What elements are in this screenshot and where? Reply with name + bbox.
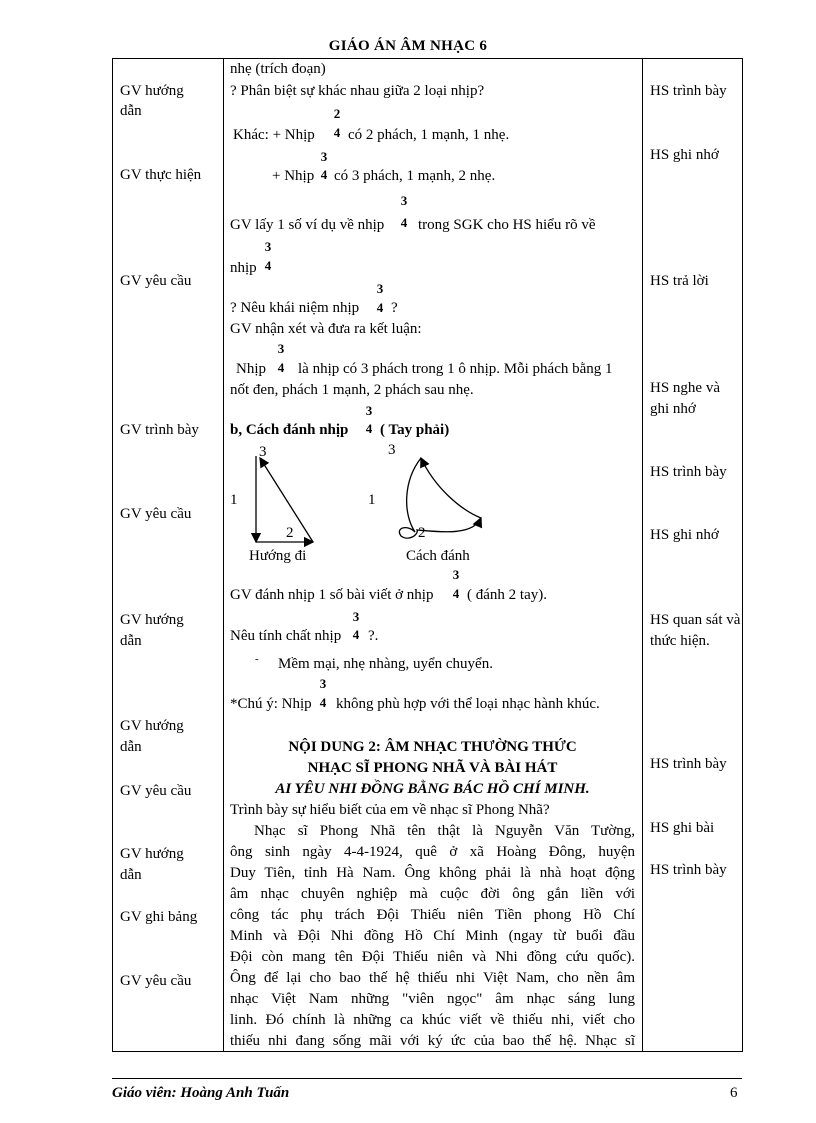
student-activity: HS trình bày — [650, 862, 727, 878]
section-heading: NỘI DUNG 2: ÂM NHẠC THƯỜNG THỨC — [288, 739, 577, 755]
content-line: trong SGK cho HS hiểu rõ về — [418, 217, 596, 233]
paragraph-line: âm nhạc chuyên nghiệp mà cuộc đời ông gắn liền với — [230, 886, 635, 902]
teacher-activity: GV yêu cầu — [120, 273, 192, 289]
time-signature-numerator: 3 — [264, 239, 272, 254]
footer-author: Giáo viên: Hoàng Anh Tuấn — [112, 1085, 290, 1101]
content-line: *Chú ý: Nhịp — [230, 696, 312, 712]
time-signature-denominator: 4 — [277, 360, 285, 375]
time-signature-numerator: 3 — [277, 341, 285, 356]
teacher-activity: GV ghi bảng — [120, 909, 198, 925]
paragraph-line: công tác phụ trách Đội Thiếu niên Tiền phong Hồ Chí — [230, 907, 635, 923]
teacher-activity: GV hướng — [120, 83, 184, 99]
teacher-activity: dẫn — [120, 103, 142, 119]
diagram-beat-label: 1 — [368, 492, 376, 508]
conducting-path — [399, 458, 481, 538]
content-line: nhẹ (trích đoạn) — [230, 61, 326, 77]
student-activity: HS trình bày — [650, 464, 727, 480]
column-divider-right — [642, 58, 643, 1052]
time-signature-denominator: 4 — [319, 695, 327, 710]
time-signature-numerator: 3 — [376, 281, 384, 296]
content-line: có 3 phách, 1 mạnh, 2 nhẹ. — [334, 168, 496, 184]
time-signature-denominator: 4 — [376, 300, 384, 315]
paragraph-line: Minh và Đội Nhi đồng Hồ Chí Minh (ngay từ buổi đầu — [230, 928, 635, 944]
subsection-heading: b, Cách đánh nhịp — [230, 422, 349, 438]
content-line: Khác: + Nhịp — [233, 127, 315, 143]
time-signature-denominator: 4 — [333, 125, 341, 140]
time-signature-denominator: 4 — [352, 627, 360, 642]
teacher-activity: GV hướng — [120, 612, 184, 628]
diagram-caption: Hướng đi — [249, 548, 307, 564]
time-signature-denominator: 4 — [365, 421, 373, 436]
bullet-dash: - — [255, 653, 259, 665]
teacher-activity: GV yêu cầu — [120, 783, 192, 799]
subsection-heading: ( Tay phải) — [380, 422, 450, 438]
diagram-caption: Cách đánh — [406, 548, 470, 564]
content-line: không phù hợp với thể loại nhạc hành khúc. — [336, 696, 600, 712]
paragraph-line: Duy Tiên, tỉnh Hà Nam. Ông không phải là nhà hoạt động — [230, 865, 635, 881]
content-line: + Nhịp — [272, 168, 315, 184]
content-line: ? Phân biệt sự khác nhau giữa 2 loại nhịp? — [230, 83, 485, 99]
time-signature-numerator: 3 — [452, 567, 460, 582]
student-activity: HS nghe và — [650, 380, 720, 396]
paragraph-line: Ông để lại cho bao thế hệ thiếu nhi Việt Nam, cho nền âm — [230, 970, 635, 986]
student-activity: HS trình bày — [650, 756, 727, 772]
paragraph-line: Nhạc sĩ Phong Nhã tên thật là Nguyễn Văn Tường, — [254, 823, 635, 839]
paragraph-line: Đội còn mang tên Đội Thiếu niên và Nhi đồng cứu quốc). — [230, 949, 635, 965]
teacher-activity: GV yêu cầu — [120, 506, 192, 522]
content-line: GV đánh nhịp 1 số bài viết ở nhịp — [230, 587, 434, 603]
paragraph-line: ông sinh ngày 4-4-1924, quê ở xã Hoàng Đông, huyện — [230, 844, 635, 860]
paragraph-line: linh. Đó chính là những ca khúc viết về thiếu nhi, viết cho — [230, 1012, 635, 1028]
student-activity: HS trình bày — [650, 83, 727, 99]
content-line: GV nhận xét và đưa ra kết luận: — [230, 321, 422, 337]
time-signature-denominator: 4 — [320, 167, 328, 182]
time-signature-numerator: 3 — [320, 149, 328, 164]
content-line: Nêu tính chất nhịp — [230, 628, 342, 644]
column-divider-left — [223, 58, 224, 1052]
teacher-activity: GV hướng — [120, 846, 184, 862]
content-line: ( đánh 2 tay). — [467, 587, 547, 603]
student-activity: HS ghi nhớ — [650, 147, 719, 163]
student-activity: HS ghi bài — [650, 820, 715, 836]
content-line: GV lấy 1 số ví dụ về nhịp — [230, 217, 385, 233]
content-line: Trình bày sự hiểu biết của em về nhạc sĩ Phong Nhã? — [230, 802, 550, 818]
student-activity: HS ghi nhớ — [650, 527, 719, 543]
diagram-beat-label: 3 — [388, 442, 396, 458]
diagram-beat-label: 3 — [259, 444, 267, 460]
time-signature-numerator: 3 — [400, 193, 408, 208]
content-line: có 2 phách, 1 mạnh, 1 nhẹ. — [348, 127, 510, 143]
time-signature-denominator: 4 — [264, 258, 272, 273]
content-line: Nhịp — [236, 361, 266, 377]
student-activity: ghi nhớ — [650, 401, 696, 417]
teacher-activity: GV hướng — [120, 718, 184, 734]
student-activity: HS quan sát và — [650, 612, 741, 628]
content-line: ?. — [368, 628, 379, 644]
teacher-activity: dẫn — [120, 739, 142, 755]
diagram-beat-label: 2 — [286, 525, 294, 541]
student-activity: thức hiện. — [650, 633, 710, 649]
diagram-beat-label: 1 — [230, 492, 238, 508]
time-signature-numerator: 3 — [319, 676, 327, 691]
time-signature-numerator: 2 — [333, 106, 341, 121]
time-signature-denominator: 4 — [400, 215, 408, 230]
time-signature-numerator: 3 — [365, 403, 373, 418]
content-line: Mềm mại, nhẹ nhàng, uyển chuyển. — [278, 656, 493, 672]
teacher-activity: dẫn — [120, 867, 142, 883]
page-header-title: GIÁO ÁN ÂM NHẠC 6 — [328, 38, 488, 54]
page-number: 6 — [730, 1085, 738, 1101]
teacher-activity: GV yêu cầu — [120, 973, 192, 989]
content-line: ? Nêu khái niệm nhịp — [230, 300, 360, 316]
section-heading: NHẠC SĨ PHONG NHÃ VÀ BÀI HÁT — [307, 760, 558, 776]
time-signature-numerator: 3 — [352, 609, 360, 624]
footer-rule — [112, 1078, 742, 1079]
conducting-diagram — [225, 436, 495, 566]
student-activity: HS trả lời — [650, 273, 709, 289]
teacher-activity: GV thực hiện — [120, 167, 202, 183]
content-line: là nhịp có 3 phách trong 1 ô nhịp. Mỗi phách bằng 1 — [298, 361, 613, 377]
diagram-beat-label: 2 — [418, 525, 426, 541]
content-line: nhịp — [230, 260, 257, 276]
content-line: nốt đen, phách 1 mạnh, 2 phách sau nhẹ. — [230, 382, 474, 398]
time-signature-denominator: 4 — [452, 586, 460, 601]
conducting-path — [421, 458, 481, 518]
song-title: AI YÊU NHI ĐỒNG BẰNG BÁC HỒ CHÍ MINH. — [275, 781, 590, 797]
paragraph-line: thiếu nhi đang sống mãi với ký ức của bao thế hệ. Nhạc sĩ — [230, 1033, 635, 1049]
paragraph-line: nhạc Việt Nam những "viên ngọc" âm nhạc sáng lung — [230, 991, 635, 1007]
teacher-activity: GV trình bày — [120, 422, 199, 438]
teacher-activity: dẫn — [120, 633, 142, 649]
content-line: ? — [391, 300, 398, 316]
